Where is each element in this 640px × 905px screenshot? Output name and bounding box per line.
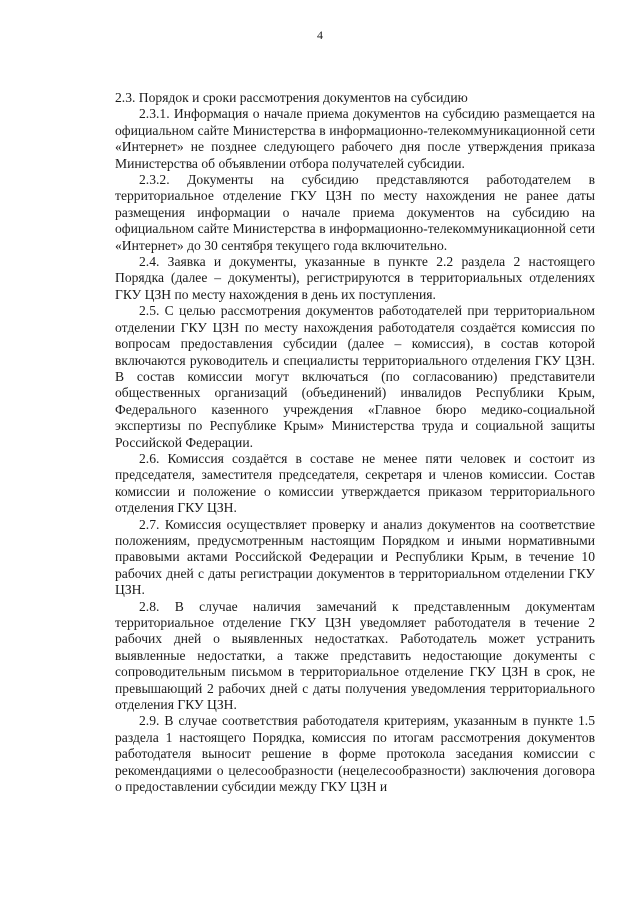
section-heading: 2.3. Порядок и сроки рассмотрения документов на субсидию <box>115 90 468 105</box>
page-number: 4 <box>317 28 323 42</box>
document-body <box>115 90 595 795</box>
paragraph-2-3-2: 2.3.2. Документы на субсидию представляются работодателем в территориальное отделение ГКУ ЦЗН по месту нахождения не ранее даты размещения информации о начале приема документов на субсидию на официальном сайте Министерства в информационно-телекоммуникационной сети «Интернет» до 30 сентября текущего года включительно. <box>115 172 595 253</box>
paragraph-2-7: 2.7. Комиссия осуществляет проверку и анализ документов на соответствие положениям, предусмотренным настоящим Порядком и иными нормативными правовыми актами Российской Федерации и Республики Крым, в течение 10 рабочих дней с даты регистрации документов в территориальном отделении ГКУ ЦЗН. <box>115 516 595 598</box>
paragraph-2-6: 2.6. Комиссия создаётся в составе не менее пяти человек и состоит из председателя, заместителя председателя, секретаря и членов комиссии. Состав комиссии и положение о комиссии утверждается приказом территориального отделения ГКУ ЦЗН. <box>115 450 595 516</box>
paragraph-2-4: 2.4. Заявка и документы, указанные в пункте 2.2 раздела 2 настоящего Порядка (далее – документы), регистрируются в территориальных отделениях ГКУ ЦЗН по месту нахождения в день их поступления. <box>115 254 595 302</box>
paragraph-2-5: 2.5. С целью рассмотрения документов работодателей при территориальном отделении ГКУ ЦЗН по месту нахождения работодателя создаётся комиссия по вопросам предоставления субсидии (далее – комиссия), в состав которой включаются руководитель и специалисты территориального отделения ГКУ ЦЗН. В состав комиссии могут включаться (по согласованию) представители общественных организаций (объединений) инвалидов Республики Крым, Федерального казенного учреждения «Главное бюро медико-социальной экспертизы по Республике Крым» Министерства труда и социальной защиты Российской Федерации. <box>115 303 595 450</box>
paragraph-2-8: 2.8. В случае наличия замечаний к представленным документам территориальное отделение ГКУ ЦЗН уведомляет работодателя в течение 2 рабочих дней о выявленных недостатках. Работодатель может устранить выявленные недостатки, а также представить недостающие документы с сопроводительным письмом в территориальное отделение ГКУ ЦЗН в срок, не превышающий 2 рабочих дней с даты получения уведомления территориального отделения ГКУ ЦЗН. <box>115 598 595 713</box>
paragraph-2-9: 2.9. В случае соответствия работодателя критериям, указанным в пункте 1.5 раздела 1 настоящего Порядка, комиссия по итогам рассмотрения документов работодателя выносит решение в форме протокола заседания комиссии с рекомендациями о целесообразности (нецелесообразности) заключения договора о предоставлении субсидии между ГКУ ЦЗН и <box>115 713 595 795</box>
paragraph-2-3-1: 2.3.1. Информация о начале приема документов на субсидию размещается на официальном сайте Министерства в информационно-телекоммуникационной сети «Интернет» не позднее следующего рабочего дня после утверждения приказа Министерства об объявлении отбора получателей субсидии. <box>115 106 595 171</box>
